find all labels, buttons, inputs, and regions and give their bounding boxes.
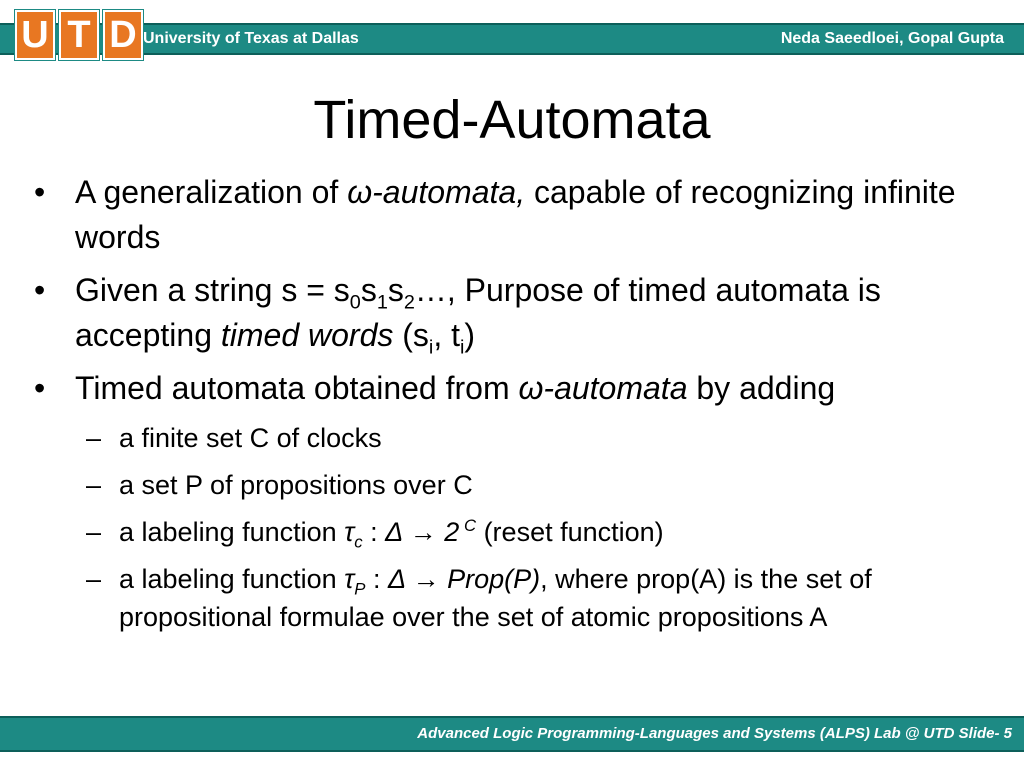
subscript: 0 [349,291,361,314]
dash-marker: – [86,423,102,453]
timed-words-term: timed words [220,317,394,353]
text: by adding [687,370,836,406]
text: a set P of propositions over C [119,470,473,500]
text: (reset function) [476,517,664,547]
text: : [365,564,388,594]
superscript: C [459,516,477,535]
text: Timed automata obtained from [75,370,519,406]
bullet-given-string [30,268,1005,358]
subscript: P [354,579,366,599]
text: a finite set C of clocks [119,423,382,453]
dash-marker: – [86,517,102,547]
sub-bullet-prop-labeling [30,560,1005,636]
text: …, Purpose of timed automata is accepting [75,272,881,353]
bullet-marker: • [34,174,46,210]
sub-bullet-reset-function [30,513,1005,551]
tau-symbol: τ [344,564,355,594]
footer-text: Advanced Logic Programming-Languages and Systems (ALPS) Lab @ UTD Slide- 5 [417,725,1012,742]
subscript: c [354,532,363,552]
dash-marker: – [86,470,102,500]
sub-bullet-clocks [30,419,1005,457]
text: A generalization of [75,174,348,210]
author-names: Neda Saeedloei, Gopal Gupta [780,30,1004,47]
formula: Δ → Prop(P) [387,564,541,594]
dash-marker: – [86,564,102,594]
utd-logo [15,10,143,60]
logo-letter-t: T [59,10,99,60]
slide-content [30,170,1005,645]
logo-letter-u: U [15,10,55,60]
omega-automata-term: ω-automata, [347,174,526,210]
tau-symbol: τ [344,517,355,547]
text: Given a string s = s [75,272,350,308]
text: (s [393,317,429,353]
omega-automata-term: ω-automata [518,370,688,406]
text: s [360,272,377,308]
text: a labeling function [119,564,345,594]
text: , t [433,317,460,353]
text: capable of recognizing infinite words [75,174,956,255]
sub-bullet-propositions [30,466,1005,504]
subscript: 2 [403,291,415,314]
text: a labeling function [119,517,345,547]
bullet-generalization [30,170,1005,260]
logo-letter-d: D [103,10,143,60]
bullet-obtained-from [30,366,1005,411]
text: s [387,272,404,308]
bullet-marker: • [34,272,46,308]
formula: Δ → 2 [385,517,460,547]
bullet-marker: • [34,370,46,406]
subscript: i [460,336,465,359]
text: ) [464,317,476,353]
slide-title: Timed-Automata [313,90,711,150]
institution-name: University of Texas at Dallas [143,30,359,47]
subscript: 1 [376,291,388,314]
text: : [362,517,386,547]
text: , where prop(A) is the set of propositional formulae over the set of atomic propositions A [119,564,872,632]
subscript: i [428,336,434,359]
